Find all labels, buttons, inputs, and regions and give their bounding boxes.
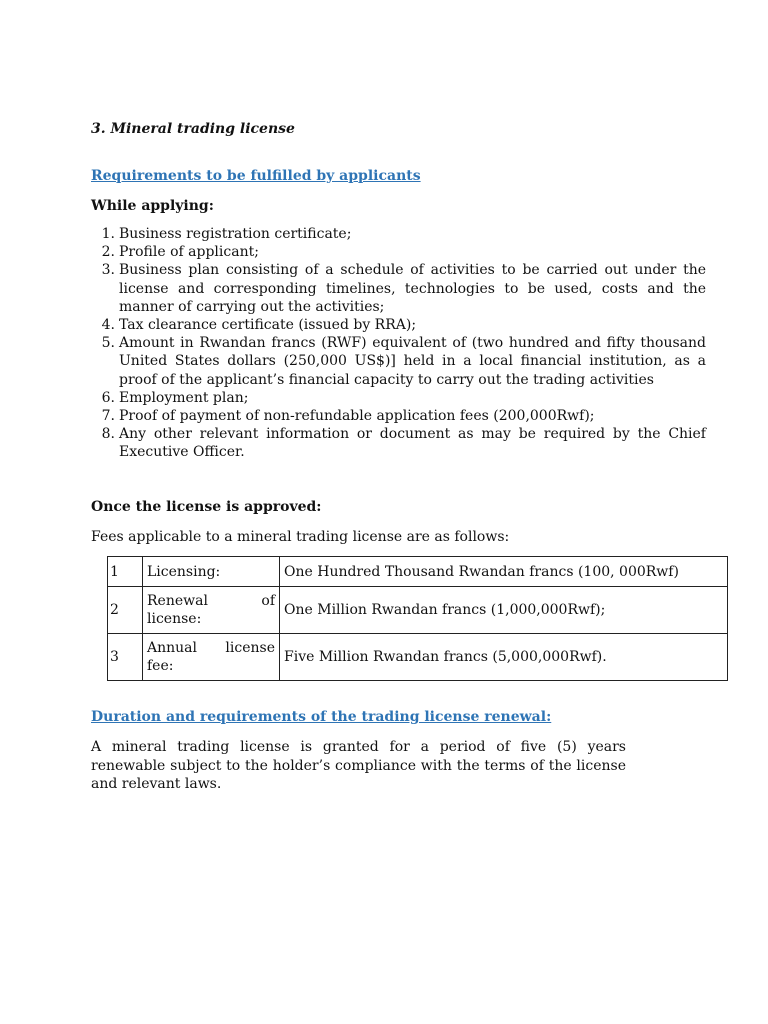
list-item-text: Business plan consisting of a schedule of activities to be carried out under the license and corresponding timelines, technologies to be used, costs and the manner of carrying out the activities; (119, 262, 706, 315)
fee-amount: One Hundred Thousand Rwandan francs (100, 000Rwf) (280, 557, 728, 587)
table-row (108, 587, 728, 634)
list-item-text: Amount in Rwandan francs (RWF) equivalent of (two hundred and fifty thousand United States dollars (250,000 US$)] held in a local financial institution, as a proof of the applicant’s financial capacity to carry out the trading activities (119, 335, 706, 388)
fee-item: Annual license fee: (143, 634, 280, 681)
list-item: 3. Business plan consisting of a schedule of activities to be carried out under the license and corresponding timelines, technologies to be used, costs and the manner of carrying out the activities; (101, 262, 706, 315)
duration-heading: Duration and requirements of the trading license renewal: (91, 709, 552, 725)
list-item: 2. Profile of applicant; (101, 244, 259, 261)
table-row (108, 634, 728, 681)
fee-number: 2 (108, 587, 143, 634)
fee-amount: One Million Rwandan francs (1,000,000Rwf); (280, 587, 728, 634)
list-item: 6. Employment plan; (101, 389, 249, 406)
section-title: 3. Mineral trading license (91, 121, 295, 137)
fee-amount: Five Million Rwandan francs (5,000,000Rwf). (280, 634, 728, 681)
fee-number: 3 (108, 634, 143, 681)
list-item: 7. Proof of payment of non-refundable application fees (200,000Rwf); (101, 408, 595, 425)
list-item-text: Any other relevant information or document as may be required by the Chief Executive Officer. (119, 426, 706, 461)
fees-table (107, 556, 728, 681)
list-item: 1. Business registration certificate; (101, 226, 352, 242)
list-item-text: Business registration certificate; (119, 226, 352, 242)
list-item: 4. Tax clearance certificate (issued by RRA); (101, 317, 417, 334)
list-item-text: Tax clearance certificate (issued by RRA); (119, 317, 417, 334)
approved-heading: Once the license is approved: (91, 499, 322, 515)
fee-item: Licensing: (143, 557, 280, 587)
requirements-heading: Requirements to be fulfilled by applicants (91, 168, 421, 184)
requirements-list (91, 225, 706, 462)
while-applying-heading: While applying: (91, 198, 214, 214)
fee-item: Renewal of license: (143, 587, 280, 634)
table-row (108, 557, 728, 587)
fee-number: 1 (108, 557, 143, 587)
list-item-text: Employment plan; (119, 389, 249, 406)
duration-text: A mineral trading license is granted for a period of five (5) years renewable subject to the holder’s compliance with the terms of the license and relevant laws. (91, 739, 626, 792)
list-item: 8. Any other relevant information or document as may be required by the Chief Executive Officer. (101, 426, 706, 461)
list-item-text: Profile of applicant; (119, 244, 259, 261)
list-item: 5. Amount in Rwandan francs (RWF) equivalent of (two hundred and fifty thousand United States dollars (250,000 US$)] held in a local financial institution, as a proof of the applicant’s financial capacity to carry out the trading activities (101, 335, 706, 388)
fees-intro: Fees applicable to a mineral trading license are as follows: (91, 529, 510, 545)
list-item-text: Proof of payment of non-refundable application fees (200,000Rwf); (119, 408, 595, 425)
